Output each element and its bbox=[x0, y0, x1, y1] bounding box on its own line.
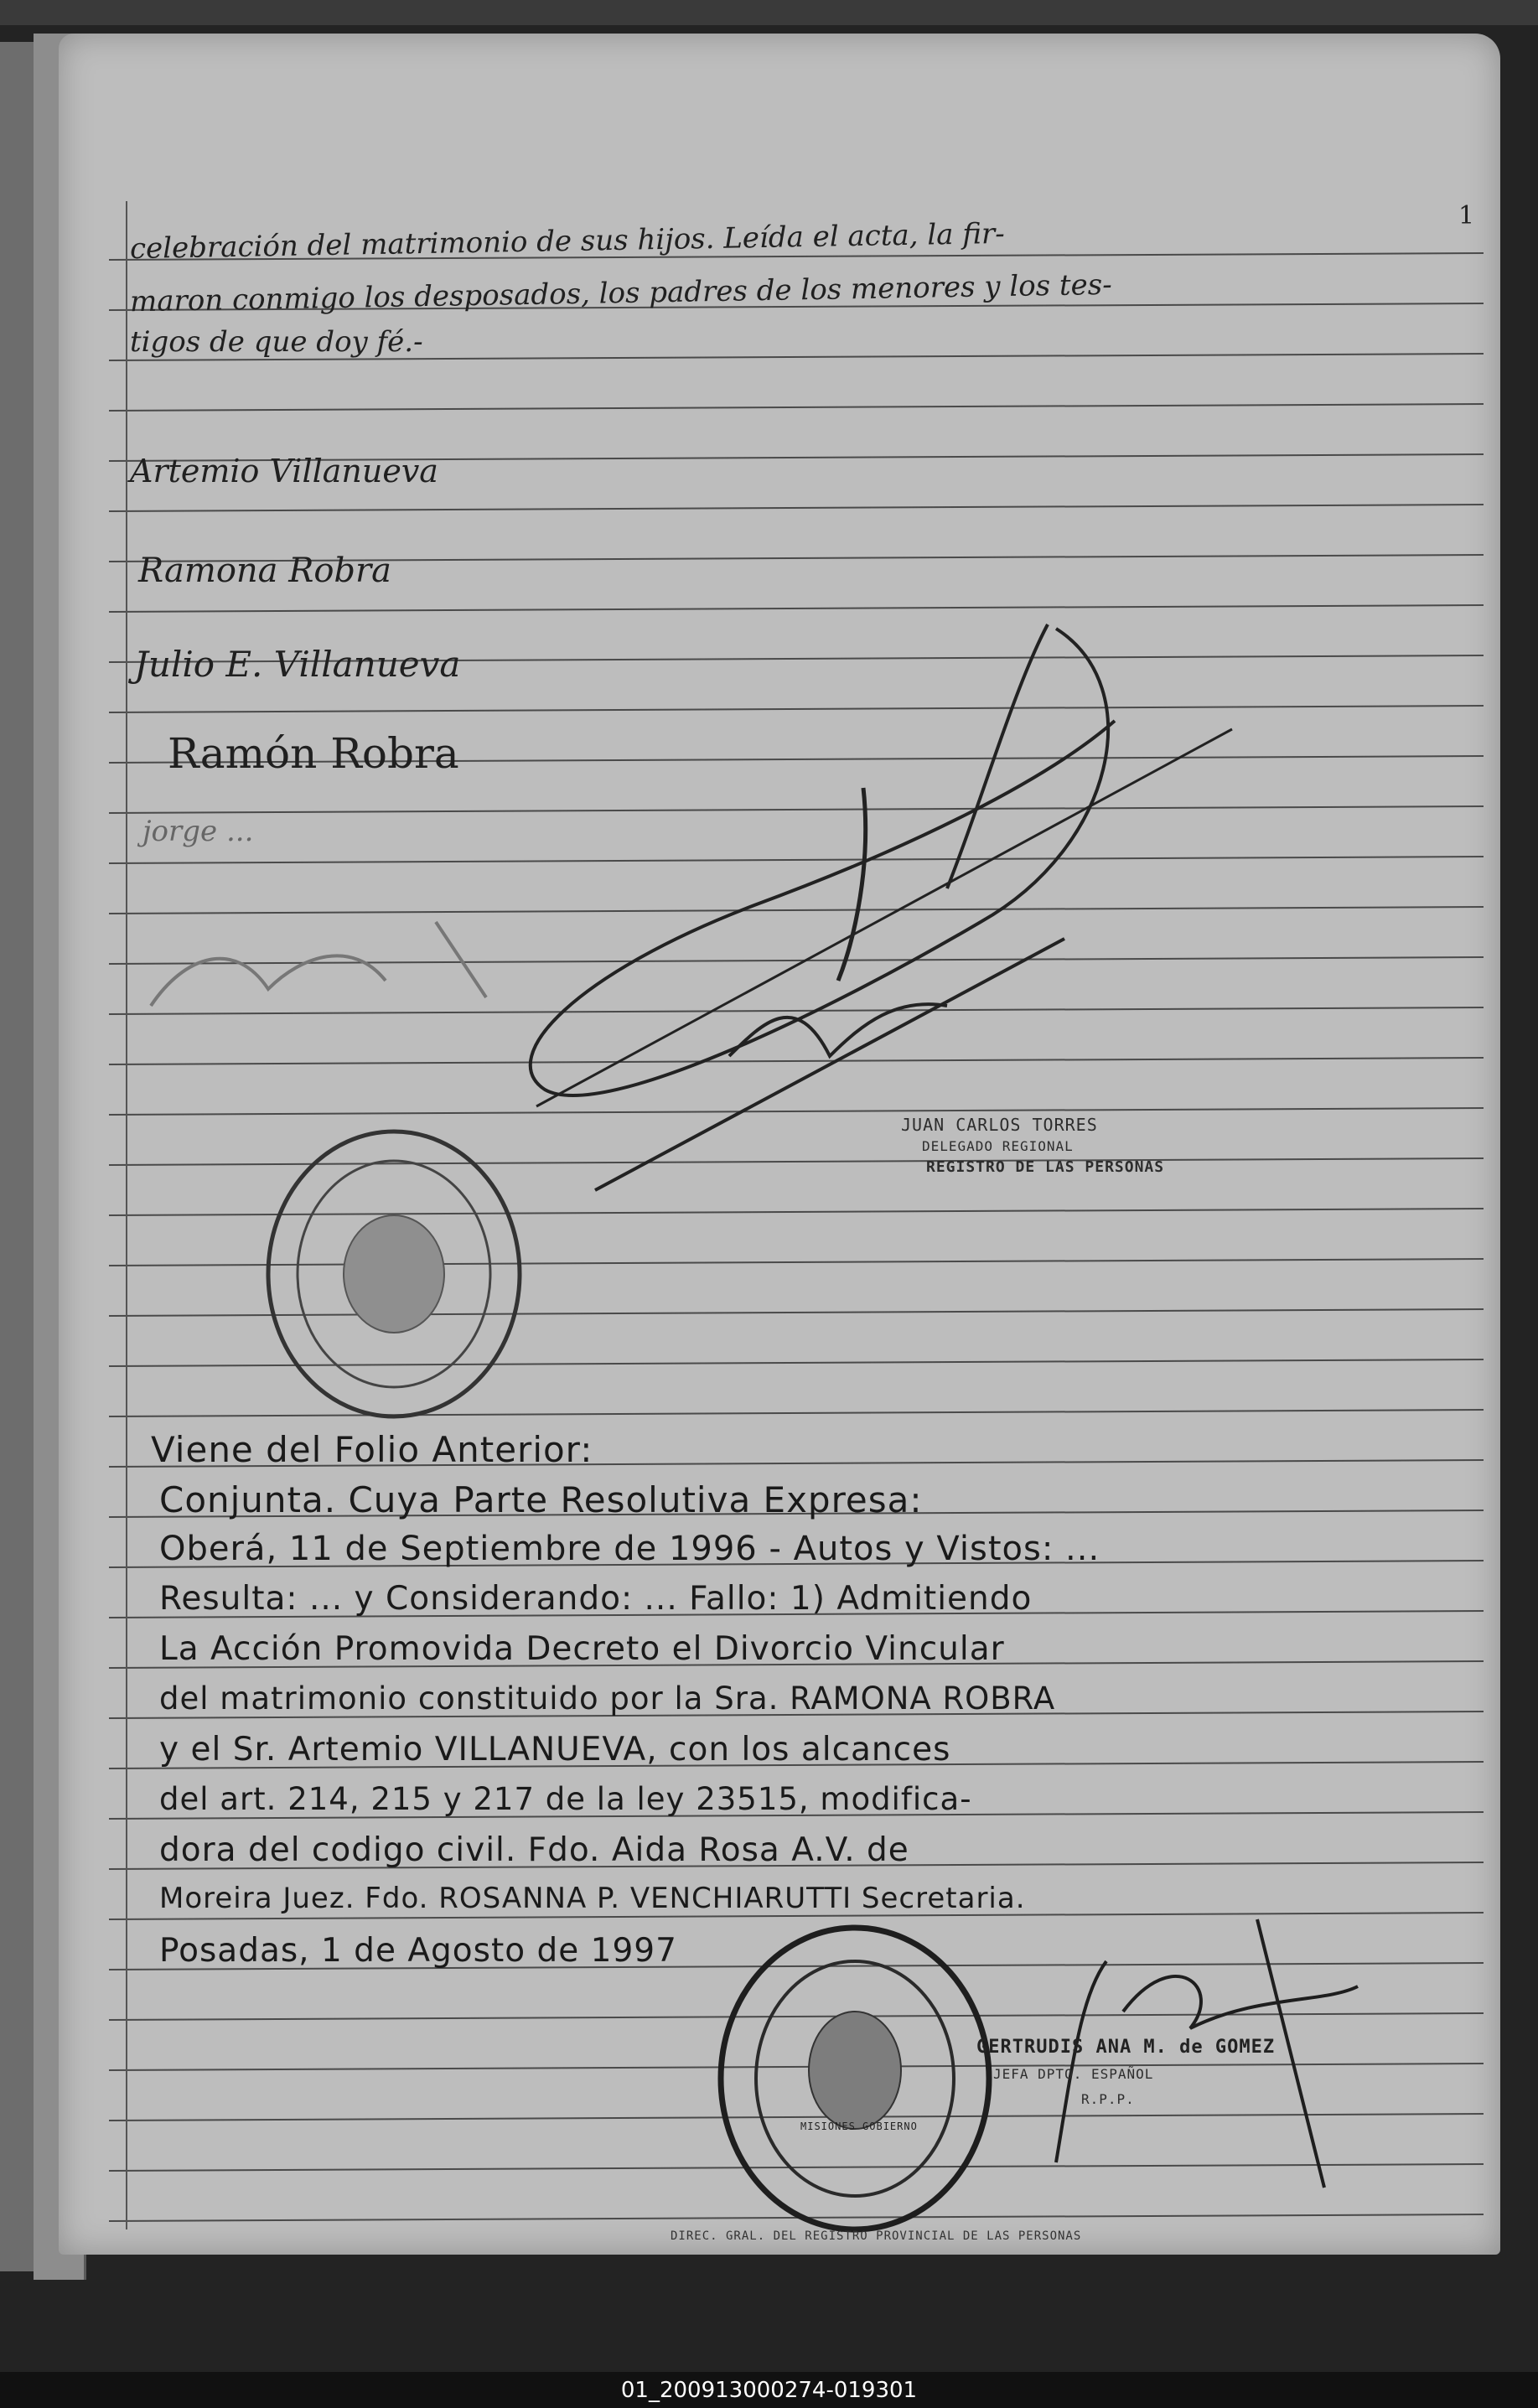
annotation-line: dora del codigo civil. Fdo. Aida Rosa A.V. de bbox=[159, 1831, 909, 1869]
annotation-line: Viene del Folio Anterior: bbox=[151, 1429, 593, 1470]
annotation-line: Moreira Juez. Fdo. ROSANNA P. VENCHIARUTTI Secretaria. bbox=[159, 1882, 1026, 1915]
signature: Ramón Robra bbox=[168, 729, 459, 778]
registrar-stamp-line: DELEGADO REGIONAL bbox=[922, 1138, 1074, 1154]
annotation-line: Oberá, 11 de Septiembre de 1996 - Autos y Vistos: ... bbox=[159, 1530, 1100, 1568]
round-stamp-inner-text: MISIONES GOBIERNO bbox=[800, 2121, 918, 2132]
ruled-line bbox=[109, 404, 1484, 411]
annotation-line: del art. 214, 215 y 217 de la ley 23515, modifica- bbox=[159, 1781, 972, 1817]
round-stamp-top bbox=[260, 1123, 528, 1425]
annotation-line: del matrimonio constituido por la Sra. RAMONA ROBRA bbox=[159, 1680, 1056, 1717]
registrar-stamp-line: JUAN CARLOS TORRES bbox=[901, 1115, 1098, 1135]
text-line: maron conmigo los desposados, los padres de los menores y los tes- bbox=[129, 267, 1112, 319]
signature: jorge ... bbox=[142, 815, 254, 848]
margin-line bbox=[126, 201, 127, 2229]
signature: Artemio Villanueva bbox=[130, 453, 438, 489]
registrar-stamp-line: REGISTRO DE LAS PERSONAS bbox=[926, 1158, 1165, 1176]
faint-signature bbox=[134, 905, 570, 1039]
annotation-line: Resulta: ... y Considerando: ... Fallo: 1) Admitiendo bbox=[159, 1580, 1033, 1618]
signature: Julio E. Villanueva bbox=[134, 644, 461, 685]
annotation-line: La Acción Promovida Decreto el Divorcio Vincular bbox=[159, 1630, 1005, 1668]
ruled-line bbox=[109, 505, 1484, 511]
official-stamp-line: JEFA DPTO. ESPAÑOL bbox=[993, 2066, 1154, 2082]
text-line: celebración del matrimonio de sus hijos. Leída el acta, la fir- bbox=[129, 216, 1006, 267]
annotation-line: Posadas, 1 de Agosto de 1997 bbox=[159, 1932, 677, 1970]
text-line: tigos de que doy fé.- bbox=[130, 325, 423, 359]
document-page bbox=[59, 34, 1500, 2255]
signature: Ramona Robra bbox=[138, 552, 391, 590]
annotation-line: Conjunta. Cuya Parte Resolutiva Expresa: bbox=[159, 1479, 923, 1520]
page-number: 1 bbox=[1458, 201, 1475, 230]
binding-edge bbox=[0, 0, 1538, 25]
annotation-line: y el Sr. Artemio VILLANUEVA, con los alcances bbox=[159, 1731, 951, 1768]
official-stamp-line: GERTRUDIS ANA M. de GOMEZ bbox=[976, 2037, 1276, 2058]
registrar-signature bbox=[478, 587, 1316, 1224]
round-stamp-ring-text: DIREC. GRAL. DEL REGISTRO PROVINCIAL DE LAS PERSONAS bbox=[671, 2229, 1082, 2243]
official-stamp-line: R.P.P. bbox=[1081, 2091, 1135, 2107]
round-stamp-bottom bbox=[712, 1919, 997, 2238]
footer-id: 01_200913000274-019301 bbox=[0, 2372, 1538, 2408]
